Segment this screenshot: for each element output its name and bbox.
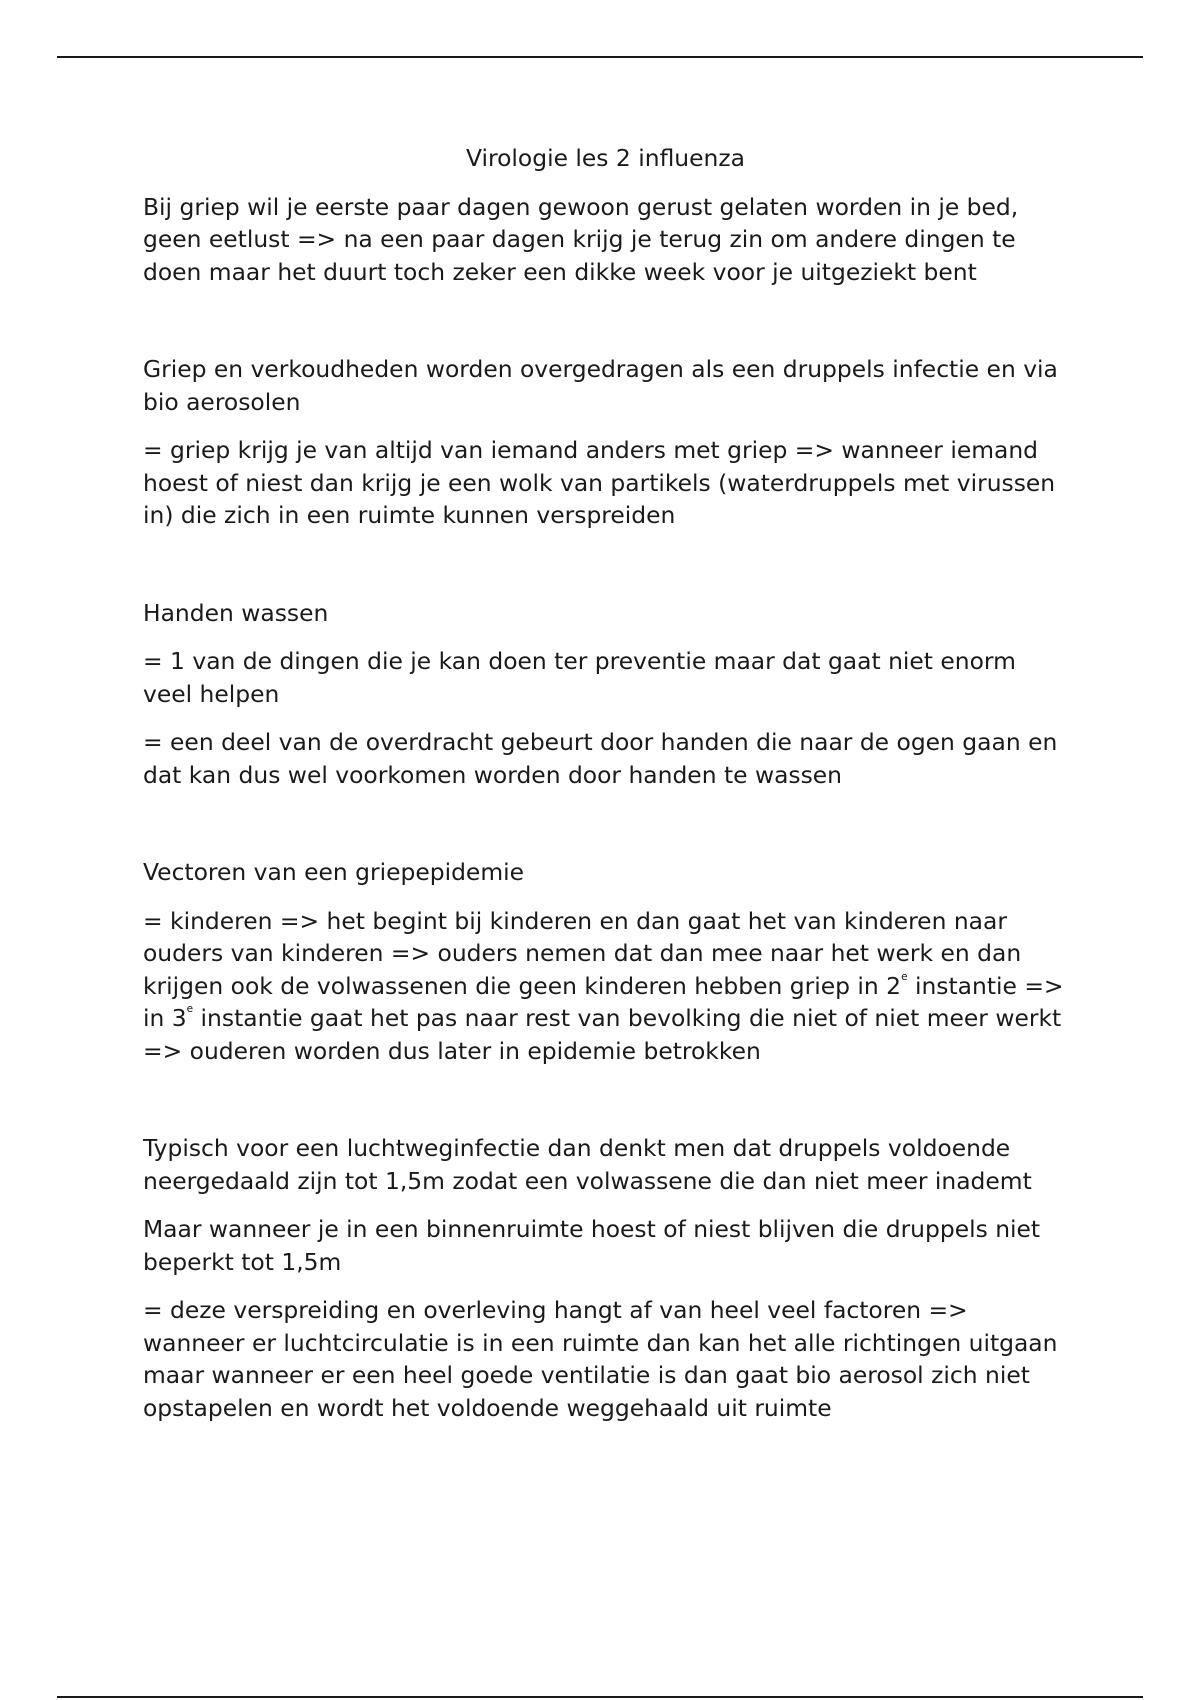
footer-rule (57, 1696, 1143, 1698)
paragraph-symptoms: Bij griep wil je eerste paar dagen gewoon gerust gelaten worden in je bed, geen eetlust => na een paar dagen krijg je terug zin om andere dingen te doen maar het duurt toch zeker een dikke week voor je uitgeziekt bent (143, 192, 1019, 286)
vectors-text-part-2: instantie => in 3 (143, 971, 1064, 1032)
paragraph-indoor-spread: Maar wanneer je in een binnenruimte hoest of niest blijven die druppels niet beperkt tot 1,5m (143, 1215, 1041, 1276)
paragraph-transmission: Griep en verkoudheden worden overgedragen als een druppels infectie en via bio aerosolen (143, 355, 1058, 416)
paragraph-vectors-detail (143, 905, 1068, 1068)
document-body (143, 142, 1068, 1440)
document-title: Virologie les 2 influenza (466, 144, 745, 172)
spacer (143, 1083, 1068, 1132)
spacer (143, 548, 1068, 597)
paragraph-ventilation: = deze verspreiding en overleving hangt af van heel veel factoren => wanneer er luchtcirculatie is in een ruimte dan kan het alle richtingen uitgaan maar wanneer er een heel goede ventilatie is dan gaat bio aerosol zich niet opstapelen en wordt het voldoende weggehaald uit ruimte (143, 1296, 1058, 1422)
paragraph-handwashing-heading: Handen wassen (143, 598, 329, 627)
superscript-ordinal: e (186, 1002, 194, 1015)
spacer (143, 304, 1068, 353)
vectors-text-part-1: = kinderen => het begint bij kinderen en dan gaat het van kinderen naar ouders van kinderen => ouders nemen dat dan mee naar het werk en dan krijgen ook de volwassenen die geen kinderen hebben griep in 2 (143, 906, 1022, 1000)
paragraph-transmission-detail: = griep krijg je van altijd van iemand anders met griep => wanneer iemand hoest of niest dan krijg je een wolk van partikels (waterdruppels met virussen in) die zich in een ruimte kunnen verspreiden (143, 436, 1056, 529)
vectors-text-part-3: instantie gaat het pas naar rest van bevolking die niet of niet meer werkt => ouderen worden dus later in epidemie betrokken (143, 1004, 1062, 1065)
spacer (143, 807, 1068, 856)
paragraph-handwashing-2: = een deel van de overdracht gebeurt door handen die naar de ogen gaan en dat kan dus wel voorkomen worden door handen te wassen (143, 728, 1058, 789)
paragraph-vectors-heading: Vectoren van een griepepidemie (143, 858, 524, 886)
header-rule (57, 56, 1143, 58)
superscript-ordinal: e (901, 970, 908, 983)
paragraph-airway-infection: Typisch voor een luchtweginfectie dan denkt men dat druppels voldoende neergedaald zijn tot 1,5m zodat een volwassene die dan niet meer inademt (143, 1134, 1032, 1195)
paragraph-handwashing-1: = 1 van de dingen die je kan doen ter preventie maar dat gaat niet enorm veel helpen (143, 647, 1016, 708)
